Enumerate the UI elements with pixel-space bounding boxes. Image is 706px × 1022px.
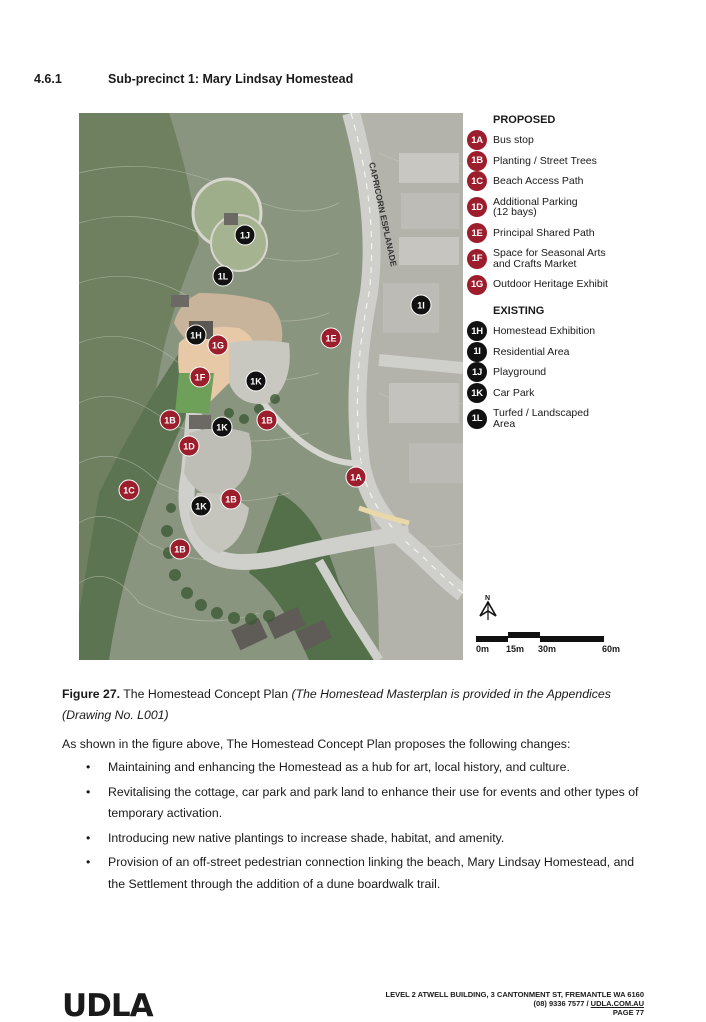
map-marker-label: 1K <box>250 376 262 387</box>
map-marker-label: 1K <box>216 422 228 433</box>
legend-proposed-heading: PROPOSED <box>493 114 556 126</box>
map-marker-1b <box>170 539 190 559</box>
map-marker-label: 1H <box>190 330 202 341</box>
concept-plan-map <box>79 113 463 660</box>
legend-item-1k <box>467 383 687 404</box>
legend-label: Homestead Exhibition <box>493 325 596 338</box>
scale-bar <box>476 628 621 656</box>
footer-contact <box>386 999 645 1008</box>
legend-item-1c <box>467 171 687 192</box>
scale-label: 0m <box>476 644 490 654</box>
map-marker-label: 1B <box>174 544 186 555</box>
legend-badge: 1A <box>467 130 487 150</box>
legend-label: Principal Shared Path <box>493 226 595 239</box>
map-marker-label: 1D <box>183 441 195 452</box>
legend-badge: 1F <box>467 249 487 269</box>
map-marker-label: 1A <box>350 472 362 483</box>
section-number: 4.6.1 <box>34 72 62 86</box>
map-marker-label: 1J <box>239 230 251 241</box>
legend-item-1h <box>467 321 687 342</box>
footer-phone: (08) 9336 7577 <box>533 999 585 1008</box>
list-item: • Provision of an off-street pedestrian connection linking the beach, Mary Lindsay Homestead, and the Settlement through the addition of a dune boardwalk trail. <box>84 852 654 895</box>
section-title: Sub-precinct 1: Mary Lindsay Homestead <box>108 72 354 86</box>
legend-label: Bus stop <box>493 134 534 147</box>
map-marker-1j <box>235 225 255 245</box>
section-heading <box>34 72 353 86</box>
legend-label: Planting / Street Trees <box>493 154 597 167</box>
scale-labels <box>476 644 621 656</box>
map-marker-1f <box>190 367 210 387</box>
legend-badge: 1K <box>467 383 487 403</box>
map-marker-1l <box>213 266 233 286</box>
map-marker-1b <box>160 410 180 430</box>
map-marker-label: 1B <box>261 415 273 426</box>
map-marker-1e <box>321 328 341 348</box>
footer <box>386 990 645 1017</box>
caption-label: Figure 27. <box>62 687 121 701</box>
map-marker-1b <box>257 410 277 430</box>
legend-item-1d <box>467 192 687 223</box>
road-label: CAPRICORN ESPLANADE <box>367 161 399 268</box>
legend-item-1a <box>467 130 687 151</box>
intro-paragraph: As shown in the figure above, The Homestead Concept Plan proposes the following changes: <box>62 737 571 751</box>
scale-label: 15m <box>506 644 525 654</box>
footer-address: LEVEL 2 ATWELL BUILDING, 3 CANTONMENT ST, FREMANTLE WA 6160 <box>385 990 644 999</box>
map-marker-label: 1F <box>194 372 206 383</box>
website-link[interactable]: UDLA.COM.AU <box>590 999 644 1008</box>
legend-existing-heading: EXISTING <box>493 304 545 317</box>
legend-item-1b <box>467 151 687 172</box>
caption-text: The Homestead Concept Plan <box>123 687 289 701</box>
legend-item-1f <box>467 243 687 274</box>
north-label: N <box>485 595 491 602</box>
legend-badge: 1G <box>467 275 487 295</box>
map-marker-label: 1E <box>325 333 337 344</box>
legend-item-1l <box>467 403 687 434</box>
udla-logo: UDLA <box>62 988 153 1022</box>
legend-item-1g <box>467 274 687 295</box>
map-marker-1k <box>191 496 211 516</box>
scale-label: 30m <box>538 644 557 654</box>
legend-label: Beach Access Path <box>493 175 584 188</box>
figure-caption <box>62 684 642 726</box>
map-marker-label: 1I <box>417 300 425 311</box>
footer-separator: / <box>584 999 591 1008</box>
legend-badge: 1I <box>467 342 487 362</box>
list-item: • Revitalising the cottage, car park and park land to enhance their use for events and other types of temporary activation. <box>84 782 654 825</box>
map-marker-1d <box>179 436 199 456</box>
legend-label: Residential Area <box>493 345 570 358</box>
map-marker-label: 1K <box>195 501 207 512</box>
changes-list <box>84 757 654 898</box>
legend-item-1e <box>467 223 687 244</box>
legend-label: Additional Parking (12 bays) <box>493 195 578 219</box>
legend-badge: 1E <box>467 223 487 243</box>
legend-badge: 1C <box>467 171 487 191</box>
map-marker-1c <box>119 480 139 500</box>
legend-label: Car Park <box>493 386 535 399</box>
legend-existing-list <box>467 321 687 434</box>
map-marker-1h <box>186 325 206 345</box>
legend-badge: 1D <box>467 197 487 217</box>
legend-proposed-list <box>467 130 687 295</box>
map-marker-label: 1C <box>123 485 135 496</box>
list-item: • Maintaining and enhancing the Homestead as a hub for art, local history, and culture. <box>84 757 654 779</box>
map-marker-1a <box>346 467 366 487</box>
list-item: • Introducing new native plantings to increase shade, habitat, and amenity. <box>84 828 654 850</box>
legend-item-1j <box>467 362 687 383</box>
map-marker-label: 1B <box>225 494 237 505</box>
map-marker-1g <box>208 335 228 355</box>
page-number: PAGE 77 <box>612 1008 644 1017</box>
north-arrow <box>476 592 500 629</box>
legend-badge: 1B <box>467 151 487 171</box>
map-marker-label: 1G <box>211 340 225 351</box>
caption-italic: (The Homestead Masterplan is provided in the Appendices (Drawing No. L001) <box>62 687 611 722</box>
map-marker-1i <box>411 295 431 315</box>
map-legend <box>467 112 687 434</box>
legend-badge: 1J <box>467 362 487 382</box>
legend-item-1i <box>467 342 687 363</box>
legend-label: Playground <box>493 366 547 379</box>
map-marker-1b <box>221 489 241 509</box>
map-marker-1k <box>246 371 266 391</box>
map-marker-1k <box>212 417 232 437</box>
legend-label: Space for Seasonal Arts and Crafts Market <box>493 247 606 270</box>
map-marker-label: 1L <box>217 271 229 282</box>
map-marker-label: 1B <box>164 415 176 426</box>
legend-badge: 1H <box>467 321 487 341</box>
scale-label: 60m <box>602 644 621 654</box>
legend-badge: 1L <box>467 409 487 429</box>
legend-label: Turfed / Landscaped Area <box>493 407 589 430</box>
legend-label: Outdoor Heritage Exhibit <box>493 278 608 291</box>
